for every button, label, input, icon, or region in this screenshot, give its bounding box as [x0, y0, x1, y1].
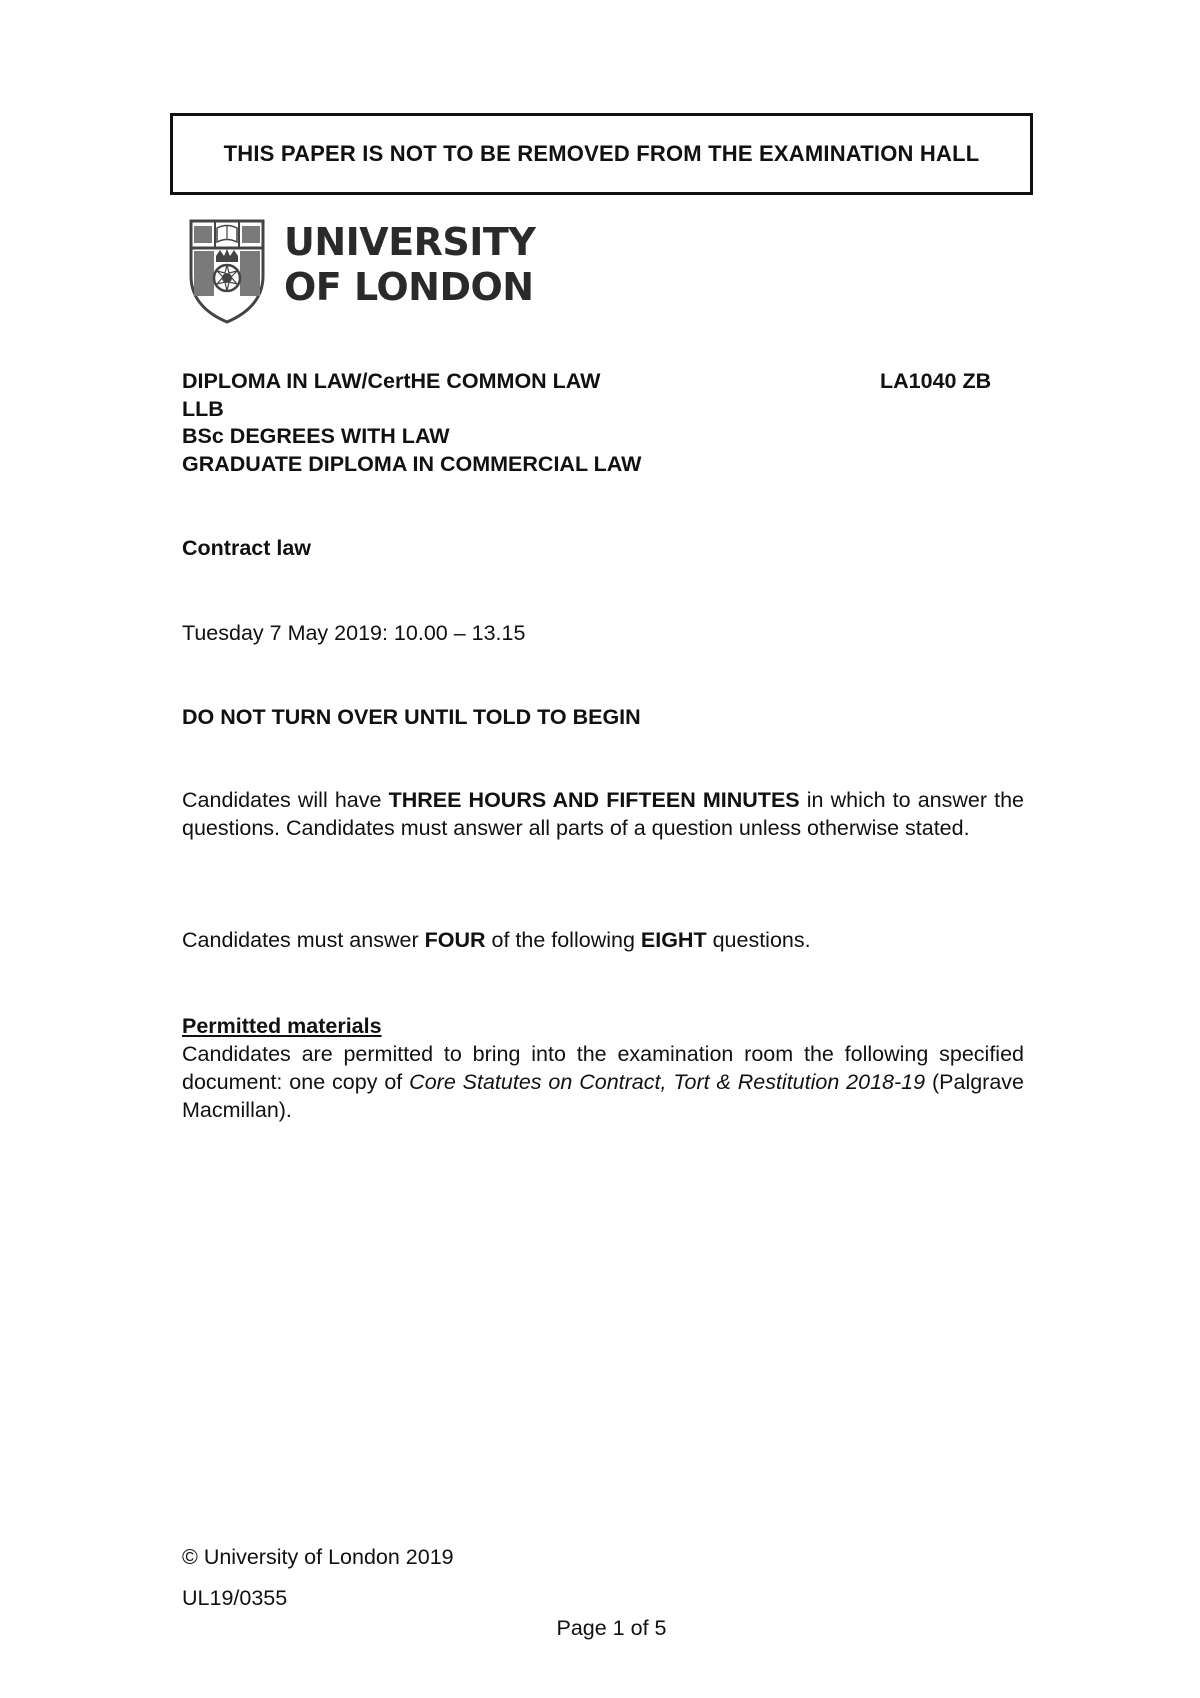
- reference-code: UL19/0355: [182, 1586, 288, 1610]
- page-number-row: [0, 1616, 1200, 1641]
- time-instructions: [182, 786, 1024, 842]
- questions-to-answer: FOUR: [424, 928, 486, 952]
- count-text: Candidates must answer: [182, 928, 425, 952]
- time-instructions-text-end: in which to answer the questions. Candidates must answer all parts of a question unless otherwise stated.: [182, 788, 1024, 840]
- permitted-text-end: (Palgrave Macmillan).: [182, 1070, 1024, 1122]
- permitted-materials-heading: Permitted materials: [182, 1014, 382, 1038]
- permitted-book-title: Core Statutes on Contract, Tort & Restitution 2018-19: [409, 1070, 926, 1094]
- subject-title: Contract law: [182, 536, 312, 560]
- warning-text: DO NOT TURN OVER UNTIL TOLD TO BEGIN: [182, 705, 641, 729]
- permitted-text: Candidates are permitted to bring into the examination room the following specified document: one copy of: [182, 1042, 1024, 1094]
- notice-text: THIS PAPER IS NOT TO BE REMOVED FROM THE EXAMINATION HALL: [223, 141, 980, 166]
- programme-item: GRADUATE DIPLOMA IN COMMERCIAL LAW: [182, 451, 642, 476]
- count-text-end: questions.: [706, 928, 811, 952]
- exam-date-time: Tuesday 7 May 2019: 10.00 – 13.15: [182, 621, 526, 645]
- time-duration: THREE HOURS AND FIFTEEN MINUTES: [388, 788, 800, 812]
- university-crest-icon: [188, 218, 266, 324]
- copyright-notice: © University of London 2019: [182, 1545, 454, 1569]
- programme-item: LLB: [182, 396, 224, 421]
- permitted-materials-text: [182, 1040, 1024, 1124]
- page-number: Page 1 of 5: [556, 1616, 667, 1640]
- logo-text-line1: UNIVERSITY: [284, 220, 536, 264]
- paper-code: LA1040 ZB: [880, 369, 992, 393]
- university-logo: [188, 218, 536, 328]
- programme-list: [182, 368, 641, 478]
- count-text-middle: of the following: [485, 928, 641, 952]
- questions-total: EIGHT: [640, 928, 707, 952]
- question-count-instructions: [182, 926, 1024, 954]
- notice-box: [170, 113, 1033, 195]
- logo-text-line2: OF LONDON: [284, 265, 534, 309]
- programme-item: BSc DEGREES WITH LAW: [182, 424, 450, 448]
- time-instructions-text: Candidates will have: [182, 788, 389, 812]
- programme-item: DIPLOMA IN LAW/CertHE COMMON LAW: [182, 369, 601, 393]
